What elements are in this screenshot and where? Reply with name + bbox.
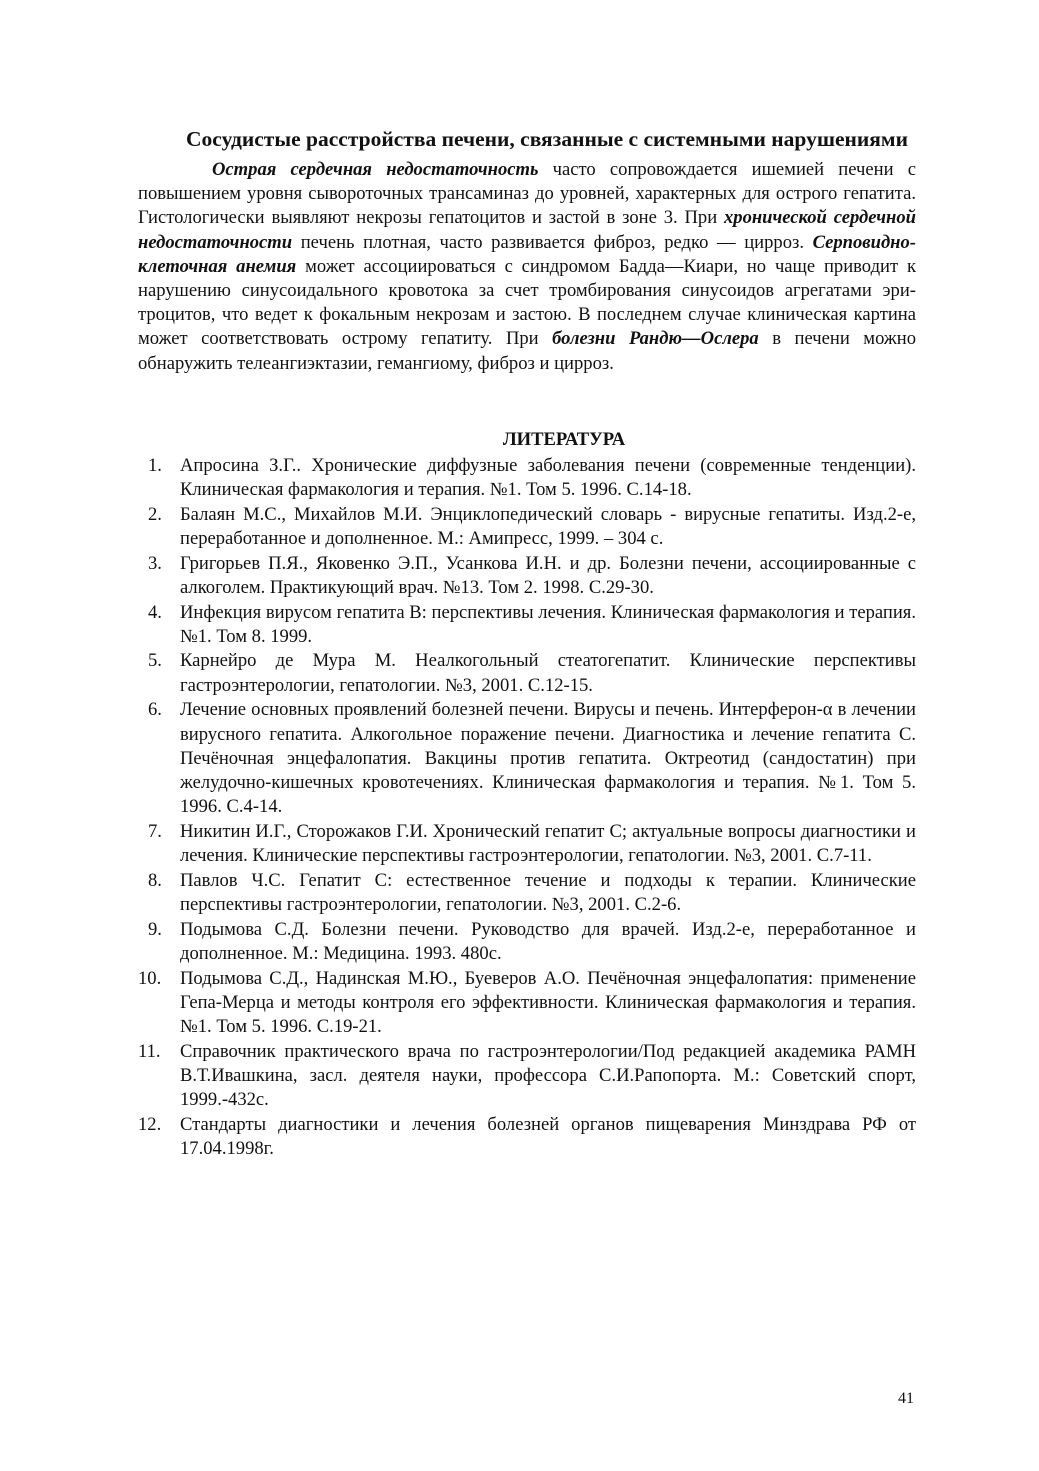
reference-item xyxy=(138,698,916,819)
reference-text: Стандарты диагностики и лечения болезней органов пищеварения Минздрава РФ от 17.04.1998г. xyxy=(180,1113,916,1160)
paragraph-term: Серповидно-клеточная анемия xyxy=(138,231,916,277)
reference-item xyxy=(138,1113,916,1161)
page-number: 41 xyxy=(898,1390,914,1407)
reference-item xyxy=(138,967,916,1040)
paragraph-term: хронической сердечной недостаточности xyxy=(138,207,916,253)
paragraph-text: может ассоциироваться с синдромом Бадда—Киари, но чаще приводит к нарушению синусоидального кровотока за счет тромбирования синусоидов агрегатами эритроцитов, что ведет к фокальным некрозам и застою. В последнем случае клиническая картина может соответствовать острому гепатиту. При xyxy=(138,255,916,350)
reference-text: Никитин И.Г., Сторожаков Г.И. Хронический гепатит С; актуальные вопросы диагностики и лечения. Клинические перспективы гастроэнтерологии, гепатологии. №3, 2001. С.7-11. xyxy=(180,820,916,867)
reference-text: Справочник практического врача по гастроэнтерологии/Под редакцией академика РАМН В.Т.Ивашкина, засл. деятеля науки, профессора С.И.Рапопорта. М.: Советский спорт, 1999.-432с. xyxy=(180,1040,916,1111)
reference-number: 9. xyxy=(148,918,162,940)
paragraph-term: болезни Рандю—Ослера xyxy=(552,328,759,350)
reference-number: 5. xyxy=(148,650,162,672)
reference-text: Павлов Ч.С. Гепатит С: естественное течение и подходы к терапии. Клинические перспективы гастроэнтерологии, гепатологии. №3, 2001. С.2-6. xyxy=(180,869,916,915)
reference-number: 11. xyxy=(138,1040,161,1062)
reference-number: 12. xyxy=(138,1113,162,1135)
reference-text: Апросина З.Г.. Хронические диффузные заболевания печени (современные тенденции). Клиническая фармакология и терапия. №1. Том 5. 1996. С.14-18. xyxy=(180,454,916,501)
reference-text: Подымова С.Д., Надинская М.Ю., Буеверов А.О. Печёночная энцефалопатия: применение Гепа-Мерца и методы контроля его эффективности. Клиническая фармакология и терапия. №1. Том 5. 1996. С.19-21. xyxy=(180,967,916,1037)
reference-item xyxy=(138,869,916,917)
reference-item xyxy=(138,1040,916,1113)
document-page xyxy=(138,126,916,1162)
reference-number: 2. xyxy=(148,503,162,525)
reference-number: 6. xyxy=(148,699,162,721)
reference-text: Подымова С.Д. Болезни печени. Руководство для врачей. Изд.2-е, переработанное и дополненное. М.: Медицина. 1993. 480с. xyxy=(180,918,916,964)
paragraph-text: печень плотная, часто развивается фиброз, редко — цирроз. xyxy=(292,231,813,253)
reference-item xyxy=(138,503,916,551)
reference-number: 4. xyxy=(148,601,162,623)
reference-text: Лечение основных проявлений болезней печени. Вирусы и печень. Интерферон-α в лечении вирусного гепатита. Алкогольное поражение печени. Диагностика и лечение гепатита С. Печёночная энцефалопатия. Вакцины против гепатита. Октреотид (сандостатин) при желудочно-кишечных кровотечениях. Клиническая фармакология и терапия. №1. Том 5. 1996. С.4-14. xyxy=(180,699,916,818)
reference-number: 3. xyxy=(148,552,162,574)
reference-number: 1. xyxy=(148,454,162,476)
paragraph-text: в печени можно обнаружить телеангиэктазии, гемангиому, фиброз и цирроз. xyxy=(138,328,916,374)
reference-number: 8. xyxy=(148,869,162,891)
reference-item xyxy=(138,820,916,868)
reference-number: 10. xyxy=(138,967,162,989)
section-title: Сосудистые расстройства печени, связанные с системными нарушениями xyxy=(186,127,908,151)
reference-text: Григорьев П.Я., Яковенко Э.П., Усанкова И.Н. и др. Болезни печени, ассоциированные с алкоголем. Практикующий врач. №13. Том 2. 1998. С.29-30. xyxy=(180,552,916,598)
reference-text: Балаян М.С., Михайлов М.И. Энциклопедический словарь - вирусные гепатиты. Изд.2-е, переработанное и дополненное. М.: Амипресс, 1999. – 304 с. xyxy=(180,503,916,549)
reference-list xyxy=(138,454,916,1161)
paragraph-text: часто сопровождается ишемией печени с повышением уровня сывороточных трансаминаз до уровней, характерных для острого гепатита. Гистологически выявляют некрозы гепатоцитов и застой в зоне 3. При xyxy=(138,159,916,229)
reference-text: Инфекция вирусом гепатита В: перспективы лечения. Клиническая фармакология и терапия. №1. Том 8. 1999. xyxy=(180,601,916,647)
reference-item xyxy=(138,601,916,649)
reference-item xyxy=(138,918,916,966)
reference-text: Карнейро де Мура М. Неалкогольный стеатогепатит. Клинические перспективы гастроэнтерологии, гепатологии. №3, 2001. С.12-15. xyxy=(180,650,916,696)
reference-number: 7. xyxy=(148,820,162,842)
reference-item xyxy=(138,649,916,697)
body-paragraph xyxy=(138,158,916,376)
paragraph-term: Острая сердечная недостаточность xyxy=(212,159,539,180)
reference-item xyxy=(138,552,916,600)
reference-item xyxy=(138,454,916,502)
literature-title: ЛИТЕРАТУРА xyxy=(502,428,626,450)
